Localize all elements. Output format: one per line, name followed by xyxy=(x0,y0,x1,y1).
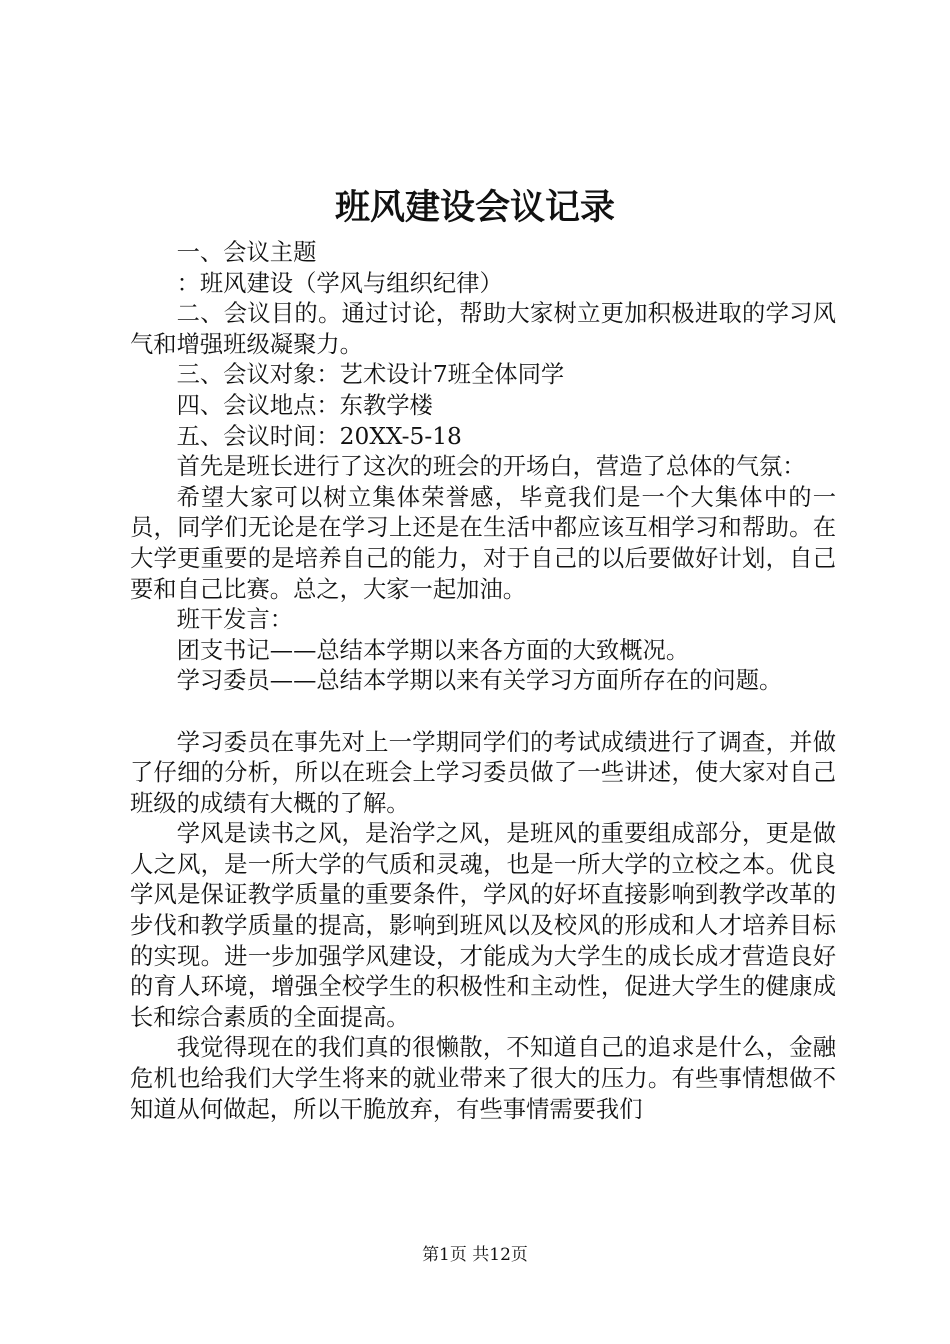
paragraph-study-style: 学风是读书之风，是治学之风，是班风的重要组成部分，更是做人之风，是一所大学的气质和灵魂，也是一所大学的立校之本。优良学风是保证教学质量的重要条件，学风的好坏直接影响到教学改革的步伐和教学质量的提高，影响到班风以及校风的形成和人才培养目标的实现。进一步加强学风建设，才能成为大学生的成长成才营造良好的育人环境，增强全校学生的积极性和主动性，促进大学生的健康成长和综合素质的全面提高。 xyxy=(130,820,836,1031)
document-body xyxy=(130,238,836,1125)
paragraph-topic-heading: 一、会议主题 xyxy=(176,239,317,266)
paragraph-study-commissioner: 学习委员——总结本学期以来有关学习方面所存在的问题。 xyxy=(176,667,783,695)
paragraph-cadre-heading: 班干发言： xyxy=(176,606,294,634)
paragraph-purpose: 二、会议目的。通过讨论，帮助大家树立更加积极进取的学习风气和增强班级凝聚力。 xyxy=(130,300,836,358)
paragraph-survey: 学习委员在事先对上一学期同学们的考试成绩进行了调查，并做了仔细的分析，所以在班会上学习委员做了一些讲述，使大家对自己班级的成绩有大概的了解。 xyxy=(130,728,836,817)
paragraph-league-secretary: 团支书记——总结本学期以来各方面的大致概况。 xyxy=(176,636,690,664)
document-title: 班风建设会议记录 xyxy=(334,187,615,228)
paragraph-topic: ：班风建设（学风与组织纪律） xyxy=(176,269,503,297)
paragraph-location: 四、会议地点：东教学楼 xyxy=(176,391,433,419)
paragraph-audience: 三、会议对象：艺术设计7班全体同学 xyxy=(176,361,565,389)
paragraph-time: 五、会议时间：20XX-5-18 xyxy=(176,422,462,450)
paragraph-monitor-speech: 希望大家可以树立集体荣誉感，毕竟我们是一个大集体中的一员，同学们无论是在学习上还是在生活中都应该互相学习和帮助。在大学更重要的是培养自己的能力，对于自己的以后要做好计划，自己要和自己比赛。总之，大家一起加油。 xyxy=(130,483,836,603)
paragraph-spacer xyxy=(130,697,836,728)
paragraph-opening: 首先是班长进行了这次的班会的开场白，营造了总体的气氛： xyxy=(176,453,806,481)
paragraph-reflection: 我觉得现在的我们真的很懒散，不知道自己的追求是什么，金融危机也给我们大学生将来的就业带来了很大的压力。有些事情想做不知道从何做起，所以干脆放弃，有些事情需要我们 xyxy=(130,1034,836,1123)
page-number: 第1页 共12页 xyxy=(422,1245,528,1265)
